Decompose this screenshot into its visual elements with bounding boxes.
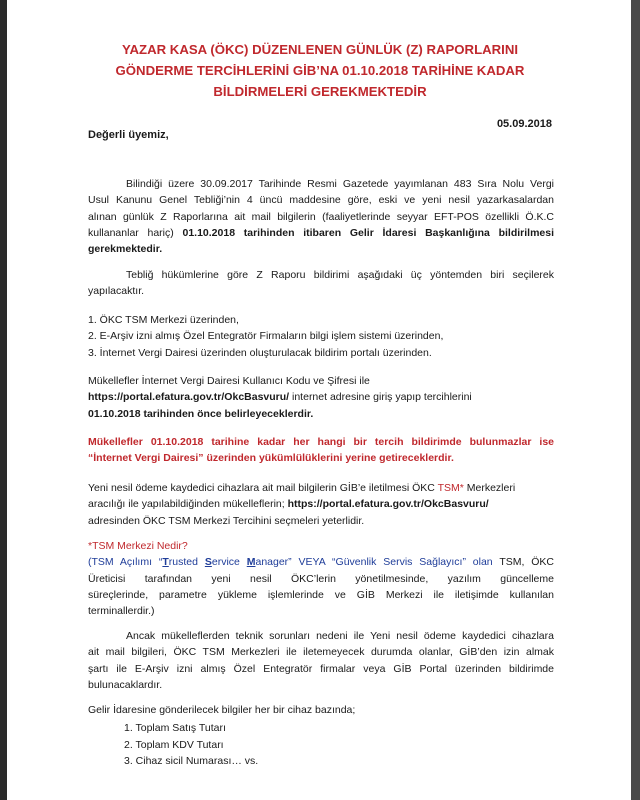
portal-link-2[interactable]: https://portal.efatura.gov.tr/OkcBasvuru/ (287, 498, 489, 511)
paragraph-device-info (88, 702, 554, 769)
regulation-line-1: Bilindiği üzere 30.09.2017 Tarihinde Resmi Gazetede yayımlanan 483 Sıra Nolu Vergi (126, 178, 554, 190)
list-item: 3. Cihaz sicil Numarası… vs. (124, 754, 259, 767)
warning-line-1: Mükellefler 01.10.2018 tarihine kadar her hangi bir tercih bildirimde bulunmazlar ise (88, 436, 554, 448)
title-line-1: YAZAR KASA (ÖKC) DÜZENLENEN GÜNLÜK (Z) RAPORLARINI (121, 42, 519, 57)
warning-line-2: “İnternet Vergi Dairesi” üzerinden yükümlülüklerini yerine getireceklerdir. (88, 452, 454, 465)
list-item: 2. E-Arşiv izni almış Özel Entegratör Firmaların bilgi işlem sistemi üzerinden, (88, 330, 444, 343)
paragraph-regulation (88, 176, 554, 257)
methods-list (88, 312, 554, 361)
paragraph-tsm-choice (88, 480, 554, 529)
portal-link[interactable]: https://portal.efatura.gov.tr/OkcBasvuru/ (88, 391, 290, 404)
regulation-line-2: Usul Kanunu Genel Tebliği’nin 4 üncü maddesine göre, eski ve yeni nesil yazarkasalardan (88, 194, 554, 207)
device-info-intro: Gelir İdaresine gönderilecek bilgiler her bir cihaz bazında; (88, 704, 356, 716)
tsm-choice-line-2: aracılığı ile yapılabildiğinden mükelleflerin; https://portal.efatura.gov.tr/OkcBasvuru/ (88, 498, 489, 511)
regulation-line-5: gerekmektedir. (88, 243, 163, 256)
tsm-definition-line-4: terminallerdir.) (88, 605, 155, 618)
paragraph-portal (88, 373, 554, 422)
tsm-definition-heading: *TSM Merkezi Nedir? (88, 540, 188, 552)
list-item: 3. İnternet Vergi Dairesi üzerinden oluşturulacak bildirim portalı üzerinden. (88, 346, 432, 359)
list-item: 2. Toplam KDV Tutarı (124, 738, 224, 751)
tsm-choice-line-3: adresinden ÖKC TSM Merkezi Tercihini seçmeleri yeterlidir. (88, 514, 365, 527)
methods-intro-line-1: Tebliğ hükümlerine göre Z Raporu bildirimi aşağıdaki üç yöntemden biri seçilerek (126, 269, 554, 281)
warning-notice (88, 434, 554, 467)
regulation-line-4: kullananlar hariç) 01.10.2018 tarihinden itibaren Gelir İdaresi Başkanlığına bildirilmesi (88, 226, 555, 239)
list-item: 1. Toplam Satış Tutarı (124, 722, 226, 735)
methods-intro-line-2: yapılacaktır. (88, 285, 145, 298)
technical-line-3: şartı ile E-Arşiv izni almış Özel Entegratör firmalar veya GİB Portal üzerinden bildirimde (88, 662, 554, 675)
portal-line-3: 01.10.2018 tarihinden önce belirleyeceklerdir. (88, 407, 314, 420)
title-line-3: BİLDİRMELERİ GEREKMEKTEDİR (213, 84, 427, 99)
technical-line-4: bulunacaklardır. (88, 678, 163, 691)
tsm-definition-line-2: Üreticisi tarafından yeni nesil ÖKC’lerin yönetilmesinde, yazılım güncelleme (88, 572, 554, 585)
title-line-2: GÖNDERME TERCİHLERİNİ GİB’NA 01.10.2018 TARİHİNE KADAR (115, 63, 525, 78)
portal-line-1: Mükellefler İnternet Vergi Dairesi Kullanıcı Kodu ve Şifresi ile (88, 375, 370, 387)
portal-line-2: https://portal.efatura.gov.tr/OkcBasvuru/ internet adresine giriş yapıp tercihlerini (88, 391, 472, 404)
technical-line-2: ait mail bilgileri, ÖKC TSM Merkezleri ile iletemeyecek durumda olanlar, GİB’den izin almak (88, 646, 554, 659)
paragraph-technical-issues (88, 628, 554, 693)
list-item: 1. ÖKC TSM Merkezi üzerinden, (88, 314, 239, 326)
tsm-choice-line-1: Yeni nesil ödeme kaydedici cihazlara ait mail bilgilerin GİB’e iletilmesi ÖKC TSM* Merkezleri (88, 482, 516, 494)
paragraph-methods-intro (88, 267, 554, 300)
scan-edge-left (0, 0, 7, 800)
tsm-definition-line-3: süreçlerinde, parametre yükleme işlemlerinde ve GİB Merkezi ile iletişimde kullanılan (88, 588, 554, 601)
technical-line-1: Ancak mükelleflerden teknik sorunları nedeni ile Yeni nesil ödeme kaydedici cihazlara (126, 630, 554, 642)
tsm-definition (88, 538, 554, 619)
document-title (40, 39, 600, 102)
scan-edge-right (631, 0, 640, 800)
tsm-definition-line-1: (TSM Açılımı “Trusted Service Manager” VEYA “Güvenlik Servis Sağlayıcı” olan TSM, ÖKC (88, 556, 555, 569)
document-date: 05.09.2018 (496, 118, 552, 130)
regulation-line-3: alınan günlük Z Raporlarına ait mail bilgilerin (faaliyetlerinde seyyar EFT-POS özellikli Ö.K.C (88, 210, 554, 223)
greeting: Değerli üyemiz, (88, 129, 169, 141)
